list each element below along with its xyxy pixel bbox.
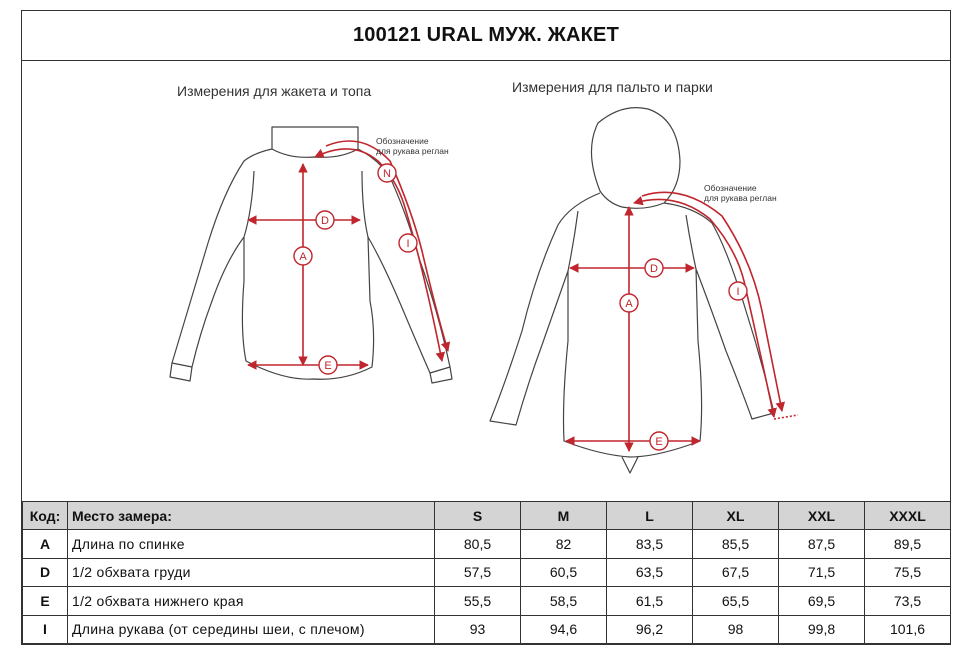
jacket-measure-badges (294, 164, 417, 374)
row-value: 87,5 (779, 530, 865, 559)
row-code: A (23, 530, 68, 559)
row-place: 1/2 обхвата груди (68, 558, 435, 587)
size-header-s: S (435, 502, 521, 530)
place-column-header: Место замера: (68, 502, 435, 530)
coat-measure-lines (566, 192, 798, 451)
size-header-xl: XL (693, 502, 779, 530)
row-place: 1/2 обхвата нижнего края (68, 587, 435, 616)
size-chart-sheet (21, 10, 951, 645)
coat-label-i: I (736, 286, 740, 298)
row-value: 69,5 (779, 587, 865, 616)
coat-label-e: E (655, 436, 663, 448)
size-header-xxl: XXL (779, 502, 865, 530)
jacket-label-n: N (383, 168, 391, 180)
page-title: 100121 URAL МУЖ. ЖАКЕТ (22, 11, 950, 61)
row-place: Длина рукава (от середины шеи, с плечом) (68, 615, 435, 644)
row-value: 93 (435, 615, 521, 644)
size-table-header (23, 502, 951, 530)
row-value: 71,5 (779, 558, 865, 587)
row-value: 83,5 (607, 530, 693, 559)
row-value: 65,5 (693, 587, 779, 616)
size-header-xxxl: XXXL (865, 502, 951, 530)
row-value: 94,6 (521, 615, 607, 644)
jacket-label-e: E (324, 360, 332, 372)
row-value: 67,5 (693, 558, 779, 587)
coat-raglan-note-line1: Обозначение (704, 183, 757, 193)
table-row (23, 615, 951, 644)
row-value: 99,8 (779, 615, 865, 644)
row-value: 55,5 (435, 587, 521, 616)
jacket-diagram-caption: Измерения для жакета и топа (177, 83, 372, 99)
row-value: 75,5 (865, 558, 951, 587)
size-table (22, 501, 951, 644)
row-value: 89,5 (865, 530, 951, 559)
jacket-measure-lines (248, 141, 448, 365)
row-value: 60,5 (521, 558, 607, 587)
row-value: 63,5 (607, 558, 693, 587)
row-code: E (23, 587, 68, 616)
size-header-l: L (607, 502, 693, 530)
row-value: 82 (521, 530, 607, 559)
row-value: 85,5 (693, 530, 779, 559)
coat-label-d: D (650, 263, 658, 275)
table-row (23, 530, 951, 559)
size-header-m: M (521, 502, 607, 530)
row-value: 98 (693, 615, 779, 644)
coat-diagram-caption: Измерения для пальто и парки (512, 79, 713, 95)
jacket-label-a: A (299, 251, 307, 263)
row-value: 101,6 (865, 615, 951, 644)
row-code: D (23, 558, 68, 587)
table-row (23, 558, 951, 587)
jacket-label-d: D (321, 215, 329, 227)
jacket-label-i: I (406, 238, 410, 250)
row-value: 61,5 (607, 587, 693, 616)
coat-raglan-note-line2: для рукава реглан (704, 193, 777, 203)
code-column-header: Код: (23, 502, 68, 530)
jacket-raglan-note-line1: Обозначение (376, 136, 429, 146)
table-row (23, 587, 951, 616)
row-value: 58,5 (521, 587, 607, 616)
row-place: Длина по спинке (68, 530, 435, 559)
row-value: 57,5 (435, 558, 521, 587)
row-value: 73,5 (865, 587, 951, 616)
row-value: 80,5 (435, 530, 521, 559)
measurement-diagrams (22, 11, 950, 501)
row-code: I (23, 615, 68, 644)
coat-label-a: A (625, 298, 633, 310)
row-value: 96,2 (607, 615, 693, 644)
jacket-raglan-note-line2: для рукава реглан (376, 146, 449, 156)
